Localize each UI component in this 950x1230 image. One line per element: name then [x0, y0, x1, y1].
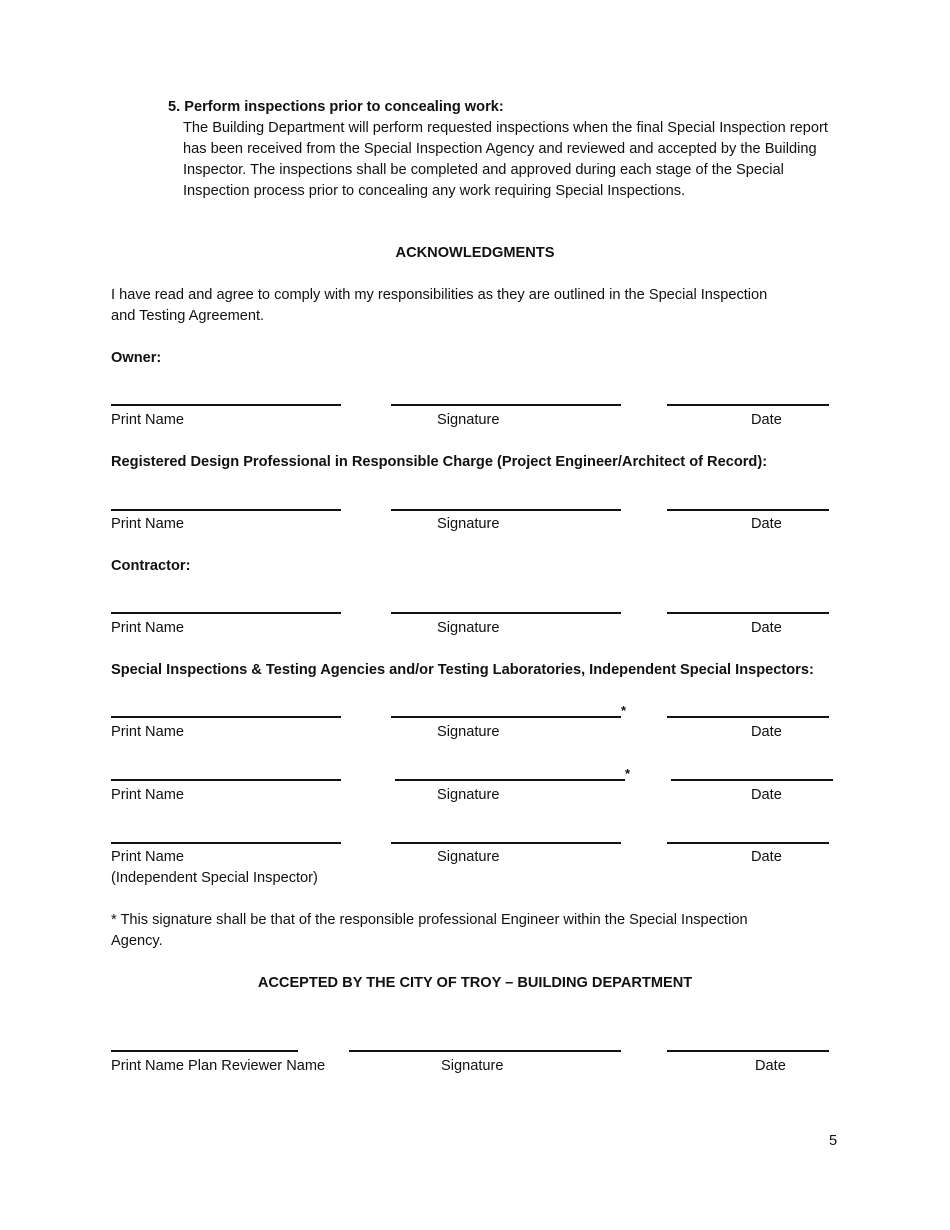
print-name-label: Print Name: [111, 516, 184, 532]
asterisk-mark: *: [625, 766, 631, 781]
agency2-date-line[interactable]: [671, 779, 833, 781]
acknowledgments-title: ACKNOWLEDGMENTS: [395, 245, 555, 261]
rdp-heading: Registered Design Professional in Responsible Charge (Project Engineer/Architect of Record):: [111, 454, 768, 470]
agency3-signature-line[interactable]: [391, 842, 621, 844]
reviewer-date-line[interactable]: [667, 1050, 829, 1052]
date-label: Date: [751, 620, 782, 636]
contractor-signature-line[interactable]: [391, 612, 621, 614]
agency2-print-name-line[interactable]: [111, 779, 341, 781]
print-name-label: Print Name: [111, 787, 184, 803]
owner-date-line[interactable]: [667, 404, 829, 406]
reviewer-print-name-line[interactable]: [111, 1050, 298, 1052]
signature-label: Signature: [437, 620, 500, 636]
date-label: Date: [751, 412, 782, 428]
contractor-heading: Contractor:: [111, 558, 191, 574]
agencies-heading: Special Inspections & Testing Agencies and/or Testing Laboratories, Independent Special Inspectors:: [111, 662, 814, 678]
print-name-label: Print Name: [111, 412, 184, 428]
date-label: Date: [751, 724, 782, 740]
accepted-title: ACCEPTED BY THE CITY OF TROY – BUILDING DEPARTMENT: [257, 975, 693, 991]
contractor-date-line[interactable]: [667, 612, 829, 614]
date-label: Date: [751, 516, 782, 532]
signature-label: Signature: [437, 787, 500, 803]
footnote-line2: Agency.: [111, 933, 163, 949]
agency1-date-line[interactable]: [667, 716, 829, 718]
reviewer-signature-line[interactable]: [349, 1050, 621, 1052]
print-name-label: Print Name: [111, 849, 184, 865]
signature-label: Signature: [437, 516, 500, 532]
owner-heading: Owner:: [111, 350, 162, 366]
signature-label: Signature: [437, 849, 500, 865]
print-name-label: Print Name: [111, 724, 184, 740]
asterisk-mark: *: [621, 703, 627, 718]
page-number: 5: [829, 1133, 838, 1149]
ack-statement-line1: I have read and agree to comply with my responsibilities as they are outlined in the Special Inspection: [111, 287, 768, 303]
agency3-print-name-line[interactable]: [111, 842, 341, 844]
rdp-date-line[interactable]: [667, 509, 829, 511]
contractor-print-name-line[interactable]: [111, 612, 341, 614]
section-body: The Building Department will perform requested inspections when the final Special Inspection report has been received from the Special Inspection Agency and reviewed and accepted by the Building Inspector. The inspections shall be completed and approved during each stage of the Special Inspection process prior to concealing any work requiring Special Inspections.: [183, 120, 828, 199]
date-label: Date: [751, 849, 782, 865]
reviewer-print-name-label: Print Name Plan Reviewer Name: [111, 1058, 326, 1074]
agency1-print-name-line[interactable]: [111, 716, 341, 718]
footnote-line1: * This signature shall be that of the responsible professional Engineer within the Special Inspection: [111, 912, 748, 928]
independent-inspector-note: (Independent Special Inspector): [111, 870, 318, 886]
agency1-signature-line[interactable]: [391, 716, 621, 718]
agency3-date-line[interactable]: [667, 842, 829, 844]
section-heading: 5. Perform inspections prior to concealing work:: [168, 99, 504, 115]
rdp-print-name-line[interactable]: [111, 509, 341, 511]
ack-statement-line2: and Testing Agreement.: [111, 308, 265, 324]
rdp-signature-line[interactable]: [391, 509, 621, 511]
reviewer-date-label: Date: [755, 1058, 786, 1074]
date-label: Date: [751, 787, 782, 803]
signature-label: Signature: [437, 412, 500, 428]
print-name-label: Print Name: [111, 620, 184, 636]
owner-signature-line[interactable]: [391, 404, 621, 406]
reviewer-signature-label: Signature: [441, 1058, 504, 1074]
signature-label: Signature: [437, 724, 500, 740]
agency2-signature-line[interactable]: [395, 779, 625, 781]
owner-print-name-line[interactable]: [111, 404, 341, 406]
